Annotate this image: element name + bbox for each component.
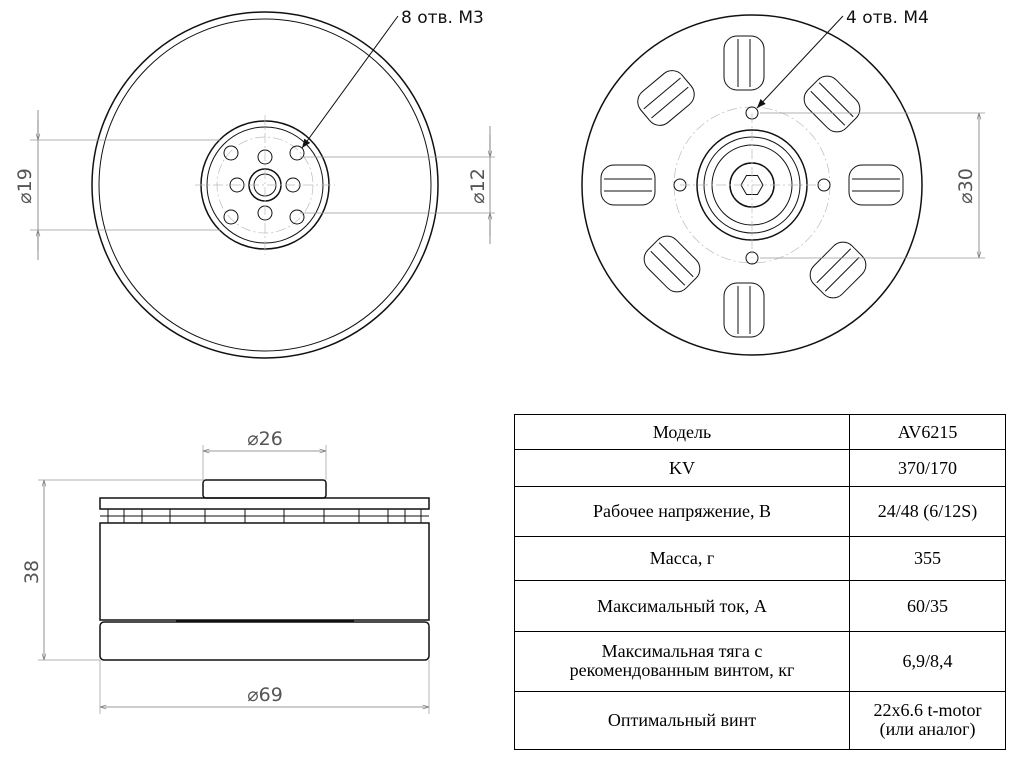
spec-param: KV: [515, 450, 850, 487]
spec-param: Оптимальный винт: [515, 691, 850, 749]
spec-value: 60/35: [850, 581, 1006, 631]
table-row: [515, 581, 1006, 631]
table-row: [515, 450, 1006, 487]
dim-d19-label: ⌀19: [14, 168, 36, 204]
dim-d30-label: ⌀30: [955, 168, 977, 204]
dimension-d69: [100, 660, 429, 714]
spec-value: AV6215: [850, 415, 1006, 450]
spec-param: Рабочее напряжение, В: [515, 487, 850, 537]
dimension-d30: [760, 113, 985, 258]
spec-param-multiline: [515, 631, 850, 691]
spec-param-line: Максимальная тяга с: [601, 641, 763, 662]
dim-d69-label: ⌀69: [247, 684, 283, 706]
spec-value: 24/48 (6/12S): [850, 487, 1006, 537]
spec-param: Масса, г: [515, 537, 850, 581]
dim-d12-label: ⌀12: [467, 168, 489, 204]
table-row: [515, 537, 1006, 581]
callout-back-holes: [757, 8, 929, 108]
dim-d26-label: ⌀26: [247, 428, 283, 450]
dimension-h38: [21, 480, 203, 660]
spec-value: 6,9/8,4: [850, 631, 1006, 691]
spec-param-line: рекомендованным винтом, кг: [569, 660, 795, 681]
spec-param: Максимальный ток, А: [515, 581, 850, 631]
table-row: [515, 415, 1006, 450]
spec-param: Модель: [515, 415, 850, 450]
spec-table: [514, 414, 1006, 750]
spec-value-line: (или аналог): [879, 719, 976, 740]
table-row: [515, 631, 1006, 691]
dim-h38-label: 38: [21, 559, 43, 585]
spec-value-multiline: [850, 691, 1006, 749]
dimension-d19: [14, 110, 220, 260]
table-row: [515, 487, 1006, 537]
spec-value-line: 22x6.6 t-motor: [873, 700, 982, 721]
front-view: [92, 12, 438, 358]
spec-value: 370/170: [850, 450, 1006, 487]
callout-back-holes-label: 4 отв. М4: [846, 8, 929, 28]
dimension-d26: [203, 428, 326, 480]
table-row: [515, 691, 1006, 749]
back-view: [582, 15, 922, 355]
spec-value: 355: [850, 537, 1006, 581]
callout-front-holes: [302, 8, 484, 148]
side-view: [100, 480, 429, 660]
callout-front-holes-label: 8 отв. М3: [401, 8, 484, 28]
